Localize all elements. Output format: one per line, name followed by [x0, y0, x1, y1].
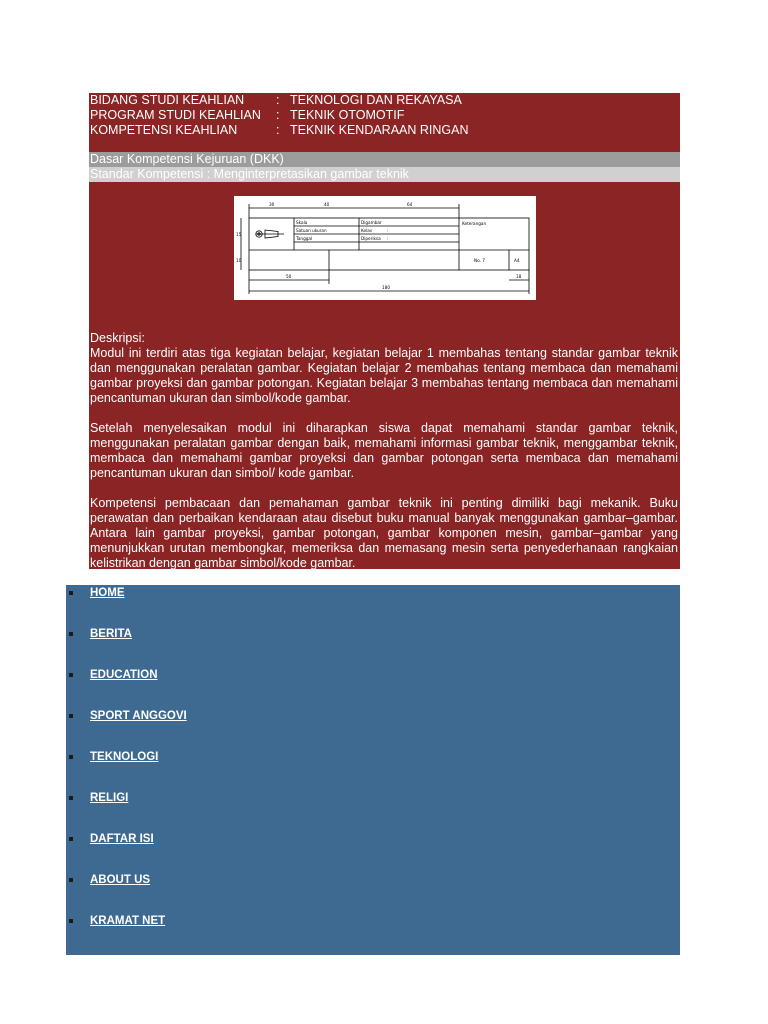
cell-label: Satuan ukuran [296, 228, 327, 233]
info-colon: : [276, 123, 280, 137]
cell-label: A4 [514, 258, 520, 263]
dim-label: 64 [407, 202, 413, 207]
cell-label: No. 7 [474, 258, 485, 263]
bullet-icon [69, 632, 73, 636]
nav-link-religi[interactable]: RELIGI [90, 792, 129, 804]
dim-label: 18 [516, 274, 522, 279]
cell-label: Tanggal [296, 236, 313, 241]
info-key: BIDANG STUDI KEAHLIAN [90, 93, 245, 107]
bullet-icon [69, 919, 73, 923]
nav-link-education[interactable]: EDUCATION [90, 669, 158, 681]
dim-label: 30 [269, 202, 275, 207]
info-key: PROGRAM STUDI KEAHLIAN [90, 108, 261, 122]
module-info-panel [89, 93, 680, 569]
info-colon: : [276, 108, 280, 122]
dim-label: 180 [382, 285, 390, 290]
info-value: TEKNIK OTOMOTIF [290, 108, 405, 122]
navigation-menu [66, 585, 680, 955]
nav-link-home[interactable]: HOME [90, 587, 125, 599]
dim-label: 40 [324, 202, 330, 207]
cell-label: Kelas [361, 228, 373, 233]
technical-drawing-figure [234, 196, 536, 300]
info-key: KOMPETENSI KEAHLIAN [90, 123, 238, 137]
bullet-icon [69, 837, 73, 841]
nav-link-berita[interactable]: BERITA [90, 628, 132, 640]
cell-label: Digambar [361, 220, 382, 225]
standar-kompetensi-bar: Standar Kompetensi : Menginterpretasikan gambar teknik [89, 167, 680, 182]
cell-label: Skala [296, 220, 308, 225]
nav-link-daftar-isi[interactable]: DAFTAR ISI [90, 833, 154, 845]
bullet-icon [69, 591, 73, 595]
title-block-drawing [234, 196, 536, 300]
info-colon: : [276, 93, 280, 107]
bullet-icon [69, 673, 73, 677]
dim-label: 10 [236, 258, 242, 263]
cell-label: Diperiksa [361, 236, 381, 241]
nav-link-teknologi[interactable]: TEKNOLOGI [90, 751, 159, 763]
description-heading: Deskripsi: [90, 331, 145, 345]
description-paragraph: Setelah menyelesaikan modul ini diharapkan siswa dapat memahami standar gambar teknik, menggunakan peralatan gambar dengan baik, memahami informasi gambar teknik, menggambar teknik, membaca dan memahami gambar proyeksi dan gambar potongan serta membaca dan memahami pencantuman ukuran dan simbol/ kode gambar. [90, 421, 678, 480]
bullet-icon [69, 755, 73, 759]
dim-label: 15 [236, 232, 242, 237]
bullet-icon [69, 714, 73, 718]
info-value: TEKNIK KENDARAAN RINGAN [290, 123, 469, 137]
info-value: TEKNOLOGI DAN REKAYASA [290, 93, 462, 107]
nav-link-sport-anggovi[interactable]: SPORT ANGGOVI [90, 710, 187, 722]
dasar-kompetensi-bar: Dasar Kompetensi Kejuruan (DKK) [89, 152, 680, 167]
cell-label: : [387, 228, 389, 233]
description-paragraph: Kompetensi pembacaan dan pemahaman gambar teknik ini penting dimiliki bagi mekanik. Buku perawatan dan perbaikan kendaraan atau disebut buku manual banyak menggunakan gambar–gambar. Antara lain gambar proyeksi, gambar potongan, gambar komponen mesin, gambar–gambar yang menunjukkan urutan membongkar, memeriksa dan memasang mesin serta penyederhanaan rangkaian kelistrikan dengan gambar simbol/kode gambar. [90, 496, 678, 570]
cell-label: Keterangan [462, 221, 487, 226]
description-paragraph: Modul ini terdiri atas tiga kegiatan belajar, kegiatan belajar 1 membahas tentang standar gambar teknik dan menggunakan peralatan gambar. Kegiatan belajar 2 membahas tentang membaca dan memahami gambar proyeksi dan gambar potongan. Kegiatan belajar 3 membahas tentang membaca dan memahami pencantuman ukuran dan simbol/kode gambar. [90, 346, 678, 405]
bullet-icon [69, 796, 73, 800]
dim-label: 50 [286, 274, 292, 279]
cell-label: : [387, 236, 389, 241]
module-description [90, 331, 678, 586]
bullet-icon [69, 878, 73, 882]
nav-link-kramat-net[interactable]: KRAMAT NET [90, 915, 166, 927]
nav-link-about-us[interactable]: ABOUT US [90, 874, 151, 886]
